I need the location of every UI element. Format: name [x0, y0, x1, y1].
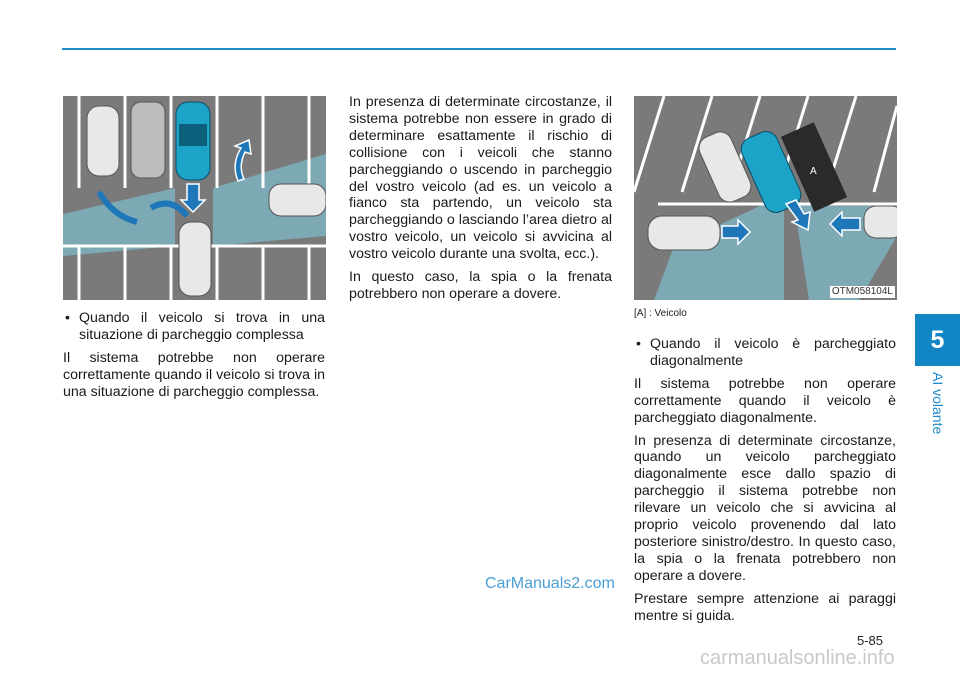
paragraph: Prestare sempre attenzione ai paraggi mentre si guida. [634, 590, 896, 624]
bullet-dot: • [636, 336, 641, 352]
header-rule [62, 48, 896, 50]
chapter-title: AI volante [930, 372, 946, 435]
column-2 [349, 94, 612, 309]
bullet-dot: • [65, 310, 70, 326]
column-3 [634, 336, 896, 631]
column-1 [63, 310, 325, 407]
paragraph: In questo caso, la spia o la frenata potrebbero non operare a dovere. [349, 269, 612, 302]
figure-caption: [A] : Veicolo [634, 308, 687, 319]
paragraph: In presenza di determinate circostanze, quando un veicolo parcheggiato diagonalmente esce dallo spazio di parcheggio il sistema potrebbe non rilevare un veicolo che si avvicina al proprio veicolo provenendo dal lato posteriore sinistro/destro. In questo caso, la spia o la frenata potrebbero non operare a dovere. [634, 432, 896, 584]
vehicle-a-label: A [810, 166, 817, 177]
bullet-text: Quando il veicolo si trova in una situazione di parcheggio complessa [79, 310, 325, 343]
bullet-text: Quando il veicolo è parcheggiato diagonalmente [650, 336, 896, 369]
diagonal-parking-illustration [634, 96, 897, 300]
paragraph: In presenza di determinate circostanze, il sistema potrebbe non essere in grado di determinare esattamente il rischio di collisione con i veicoli che stanno parcheggiando o uscendo in parcheggio del vostro veicolo (ad es. un veicolo a fianco sta partendo, un veicolo sta parcheggiando o lasciando l’area dietro al vostro veicolo, un veicolo si avvicina al vostro veicolo durante una svolta, ecc.). [349, 94, 612, 263]
bullet-item [634, 336, 896, 370]
chapter-number-tab[interactable]: 5 [915, 314, 960, 366]
figure-code: OTM058104L [831, 286, 893, 297]
watermark-carmanualsonline[interactable]: carmanualsonline.info [700, 647, 895, 669]
bullet-item [63, 310, 325, 344]
complex-parking-illustration [63, 96, 326, 300]
paragraph: Il sistema potrebbe non operare correttamente quando il veicolo si trova in una situazione di parcheggio complessa. [63, 349, 325, 400]
page-number: 5-85 [857, 633, 884, 648]
watermark-carmanuals2[interactable]: CarManuals2.com [485, 575, 615, 592]
paragraph: Il sistema potrebbe non operare correttamente quando il veicolo è parcheggiato diagonalmente. [634, 375, 896, 426]
